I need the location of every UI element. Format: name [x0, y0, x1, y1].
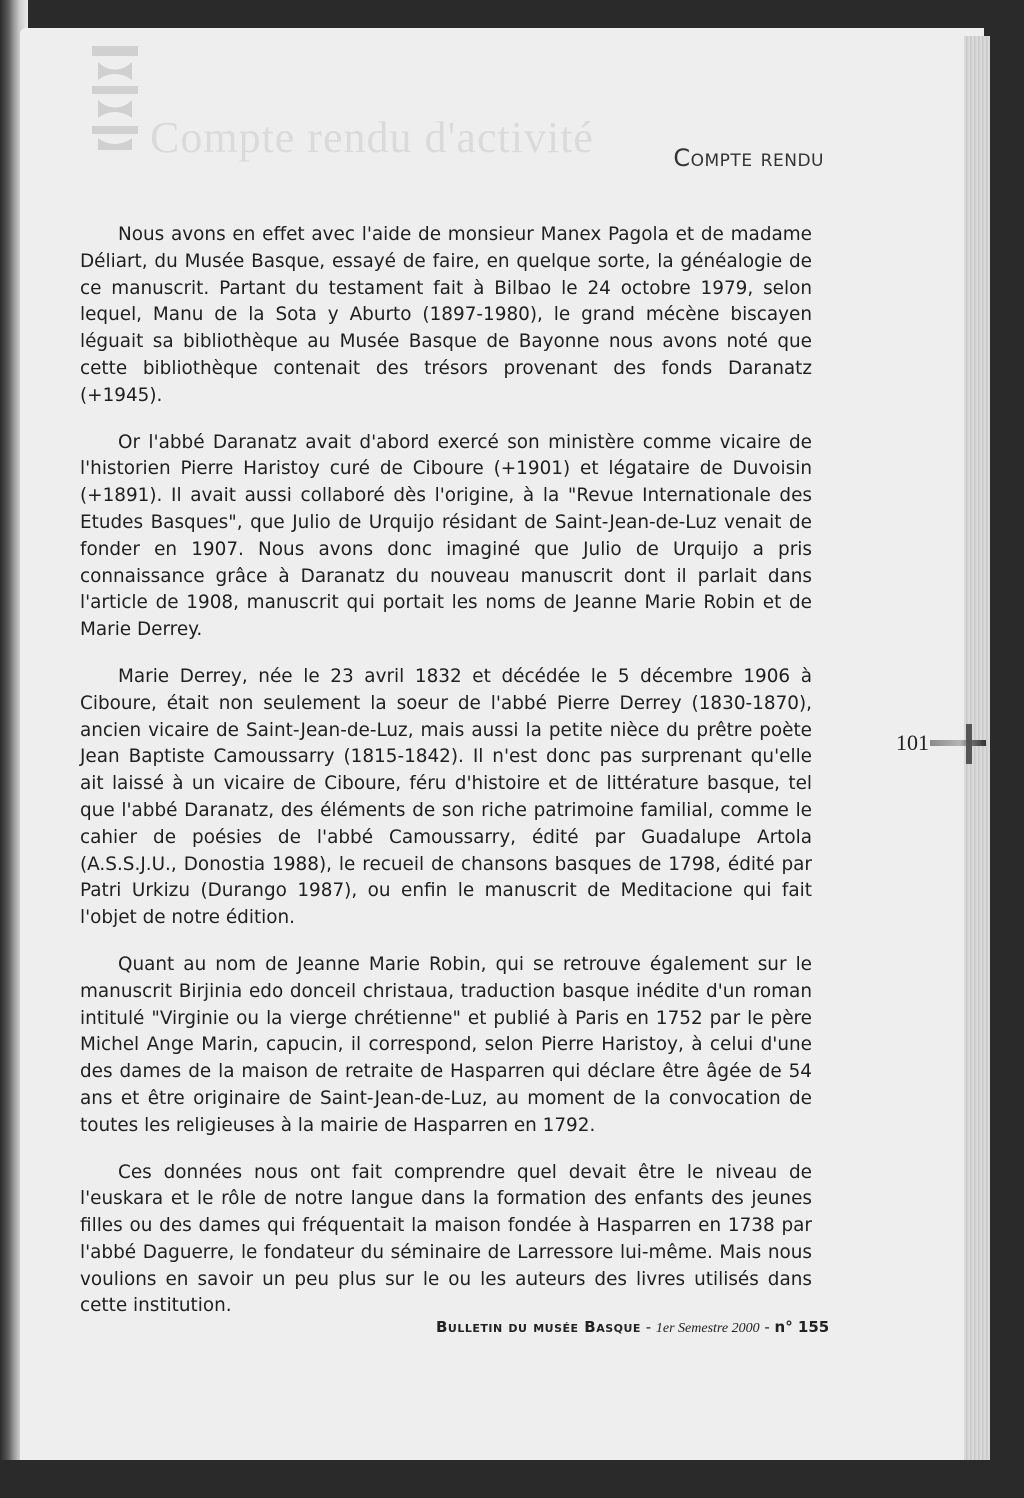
- paragraph: Or l'abbé Daranatz avait d'abord exercé son ministère comme vicaire de l'historien Pierre Haristoy curé de Ciboure (+1901) et légataire de Duvoisin (+1891). Il avait aussi collaboré dès l'origine, à la "Revue Internationale des Etudes Basques", que Julio de Urquijo résidant de Saint-Jean-de-Luz venait de fonder en 1907. Nous avons donc imaginé que Julio de Urquijo a pris connaissance grâce à Daranatz du nouveau manuscrit dont il parlait dans l'article de 1908, manuscrit qui portait les noms de Jeanne Marie Robin et de Marie Derrey.: [80, 431, 812, 641]
- show-through-title: Compte rendu d'activité: [150, 113, 594, 162]
- paragraph: Ces données nous ont fait comprendre quel devait être le niveau de l'euskara et le rôle de notre langue dans la formation des enfants des jeunes filles ou des dames qui fréquentait la maison fondée à Hasparren en 1738 par l'abbé Daguerre, le fondateur du séminaire de Larressore lui-même. Mais nous voulions en savoir un peu plus sur le ou les auteurs des livres utilisés dans cette institution.: [80, 1161, 812, 1317]
- page-tab-notch: [966, 724, 972, 764]
- paragraph: Nous avons en effet avec l'aide de monsieur Manex Pagola et de madame Déliart, du Musée Basque, essayé de faire, en quelque sorte, la généalogie de ce manuscrit. Partant du testament fait à Bilbao le 24 octobre 1979, selon lequel, Manu de la Sota y Aburto (1897-1980), le grand mécène biscayen léguait sa bibliothèque au Musée Basque de Bayonne nous avons noté que cette bibliothèque contenait des trésors provenant des fonds Daranatz (+1945).: [80, 224, 812, 406]
- paragraph: Quant au nom de Jeanne Marie Robin, qui se retrouve également sur le manuscrit Birjinia edo donceil christaua, traduction basque inédite d'un roman intitulé "Virginie ou la vierge chrétienne" et publié à Paris en 1752 par le père Michel Ange Marin, capucin, il correspond, selon Pierre Haristoy, à celui d'une des dames de la maison de retraite de Hasparren qui déclare être âgée de 54 ans et être originaire de Saint-Jean-de-Luz, au moment de la convocation de toutes les religieuses à la mairie de Hasparren en 1792.: [80, 953, 812, 1136]
- footer: [436, 1318, 829, 1337]
- body-text: [80, 222, 812, 1340]
- paragraph: Marie Derrey, née le 23 avril 1832 et décédée le 5 décembre 1906 à Ciboure, était non seulement la soeur de l'abbé Pierre Derrey (1830-1870), ancien vicaire de Saint-Jean-de-Luz, mais aussi la petite nièce du prêtre poète Jean Baptiste Camoussarry (1815-1842). Il n'est donc pas surprenant qu'elle ait laissé à un vicaire de Ciboure, féru d'histoire et de littérature basque, tel que l'abbé Daranatz, des éléments de son riche patrimoine familial, comme le cahier de poésies de l'abbé Camoussarry, édité par Guadalupe Artola (A.S.S.J.U., Donostia 1988), le recueil de chansons basques de 1798, édité par Patri Urkizu (Durango 1987), ou enfin le manuscrit de Meditacione qui fait l'objet de notre édition.: [80, 665, 812, 929]
- page-tab-marker: [930, 740, 986, 746]
- footer-separator: -: [759, 1318, 775, 1336]
- footer-issue: n° 155: [774, 1318, 830, 1336]
- page-number: 101: [896, 730, 929, 755]
- scan-background: [0, 1460, 1024, 1498]
- ornament-icon: [88, 42, 142, 154]
- footer-separator: -: [640, 1318, 656, 1336]
- footer-bulletin: Bulletin du musée Basque: [436, 1318, 641, 1336]
- running-head: Compte rendu: [673, 144, 824, 172]
- footer-semester: 1er Semestre 2000: [655, 1321, 760, 1336]
